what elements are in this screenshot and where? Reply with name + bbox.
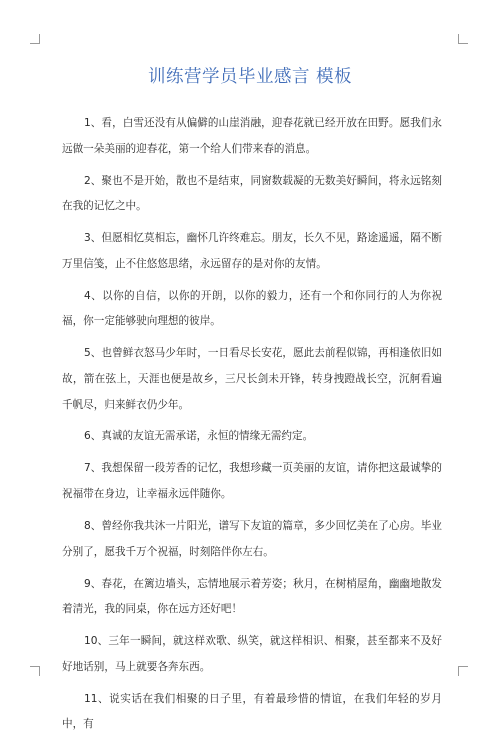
paragraph-8: 8、曾经你我共沐一片阳光，谱写下友谊的篇章，多少回忆美在了心房。毕业分别了，愿我千万个祝福，时刻陪伴你左右。 <box>62 520 442 558</box>
paragraph-2: 2、聚也不是开始，散也不是结束，同窗数载凝的无数美好瞬间，将永远铭刻在我的记忆之中。 <box>62 174 442 213</box>
document-title: 训练营学员毕业感言 模板 <box>147 67 353 87</box>
paragraph-1: 1、看，白雪还没有从偏僻的山崖消融，迎春花就已经开放在田野。愿我们永远做一朵美丽的迎春花，第一个给人们带来春的消息。 <box>62 117 442 155</box>
paragraph-5: 5、也曾鲜衣怒马少年时，一日看尽长安花，愿此去前程似锦，再相逢依旧如故，箭在弦上，天涯也便是故乡，三尺长剑未开锋，转身拽蹬战长空，沉舸看遍千帆尽，归来鲜衣仍少年。 <box>62 347 442 411</box>
paragraph-7: 7、我想保留一段芳香的记忆，我想珍藏一页美丽的友谊，请你把这最诚挚的祝福带在身边，让幸福永远伴随你。 <box>62 462 442 501</box>
paragraph-11: 11、说实话在我们相聚的日子里，有着最珍惜的情谊，在我们年轻的岁月中，有 <box>62 692 442 731</box>
paragraph-10: 10、三年一瞬间，就这样欢歌、纵笑，就这样相识、相聚，甚至都来不及好好地话别，马上就要各奔东西。 <box>62 635 442 673</box>
document-body <box>62 111 442 744</box>
corner-mark-top-right <box>458 34 468 44</box>
corner-mark-bottom-left <box>30 666 40 676</box>
corner-mark-top-left <box>30 34 40 44</box>
paragraph-4: 4、以你的自信，以你的开朗，以你的毅力，还有一个和你同行的人为你祝福，你一定能够驶向理想的彼岸。 <box>62 289 442 328</box>
paragraph-6: 6、真诚的友谊无需承诺，永恒的情缘无需约定。 <box>84 430 314 443</box>
corner-mark-bottom-right <box>458 666 468 676</box>
paragraph-9: 9、春花，在篱边墙头，忘情地展示着芳姿；秋月，在树梢屋角，幽幽地散发着清光，我的同桌，你在远方还好吧！ <box>62 577 442 616</box>
paragraph-3: 3、但愿相忆莫相忘，幽怀几许终难忘。朋友，长久不见，路途遥遥，隔不断万里信笺，止不住悠悠思绪，永远留存的是对你的友情。 <box>62 232 442 270</box>
